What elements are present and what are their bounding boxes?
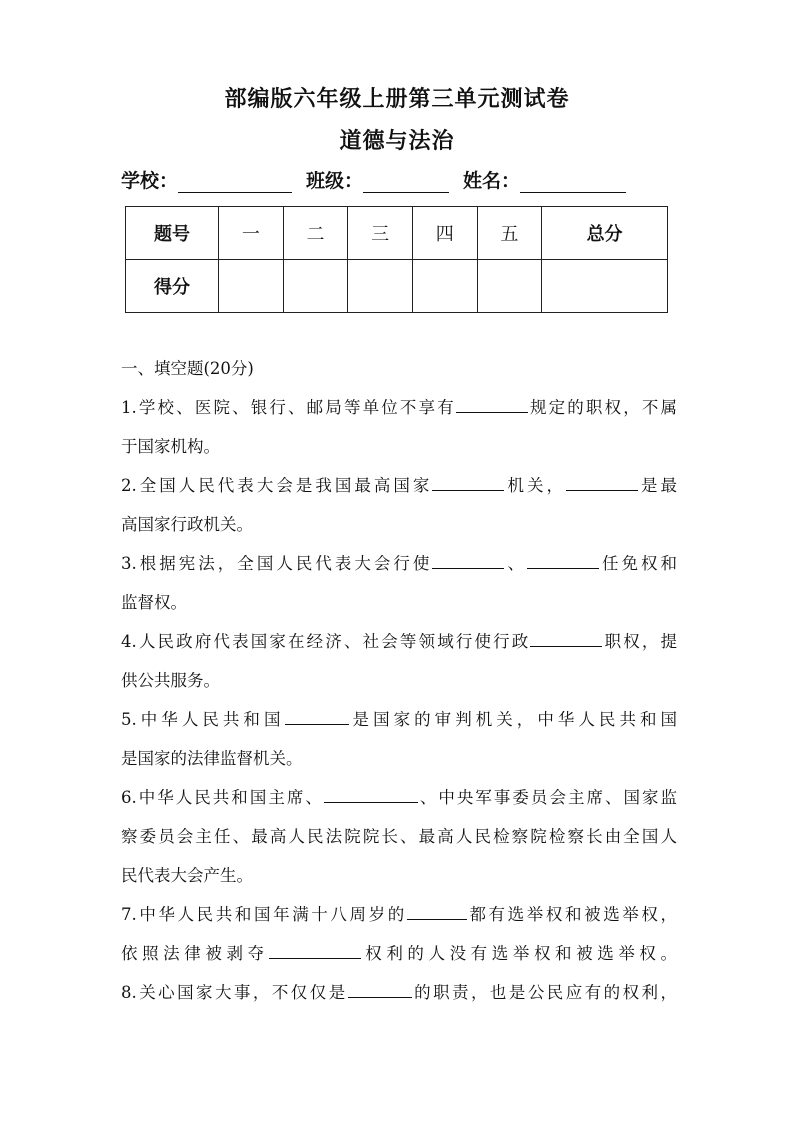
question-6-line-3: 民代表大会产生。 <box>121 866 253 885</box>
question-1-line-1: 1.学校、医院、银行、邮局等单位不享有 规定的职权，不属 <box>121 388 677 427</box>
question-7-line-1: 7.中华人民共和国年满十八周岁的 都有选举权和被选举权， <box>121 895 677 934</box>
question-number-header: 题号 <box>126 207 219 260</box>
answer-blank[interactable] <box>432 550 504 569</box>
answer-blank[interactable] <box>456 394 528 413</box>
question-8-line-1: 8.关心国家大事，不仅仅是 的职责，也是公民应有的权利， <box>121 973 677 1012</box>
question-6-line-1: 6.中华人民共和国主席、 、中央军事委员会主席、国家监 <box>121 778 677 817</box>
exam-subject: 道德与法治 <box>339 128 455 154</box>
question-4-line-1: 4.人民政府代表国家在经济、社会等领域行使行政 职权，提 <box>121 622 677 661</box>
answer-blank[interactable] <box>269 940 361 959</box>
question-3-line-1: 3.根据宪法，全国人民代表大会行使 、 任免权和 <box>121 544 677 583</box>
name-label: 姓名： <box>463 170 521 192</box>
class-label: 班级： <box>306 170 364 192</box>
question-6-line-2: 察委员会主任、最高人民法院院长、最高人民检察院检察长由全国人 <box>121 827 677 846</box>
answer-blank[interactable] <box>530 628 602 647</box>
total-header: 总分 <box>542 207 668 260</box>
student-info-row <box>121 166 640 193</box>
score-cell-4[interactable] <box>412 260 477 313</box>
question-3-line-2: 监督权。 <box>121 593 187 612</box>
question-5-line-2: 是国家的法律监督机关。 <box>121 749 303 768</box>
column-header-2: 二 <box>283 207 348 260</box>
school-blank[interactable] <box>178 172 292 193</box>
score-cell-5[interactable] <box>477 260 542 313</box>
score-cell-total[interactable] <box>542 260 668 313</box>
exam-title: 部编版六年级上册第三单元测试卷 <box>224 86 570 112</box>
section-fill-in-blank <box>121 350 677 1012</box>
answer-blank[interactable] <box>566 472 638 491</box>
answer-blank[interactable] <box>324 784 418 803</box>
question-2-line-1: 2.全国人民代表大会是我国最高国家 机关， 是最 <box>121 466 677 505</box>
score-cell-1[interactable] <box>219 260 284 313</box>
score-cell-3[interactable] <box>348 260 413 313</box>
column-header-1: 一 <box>219 207 284 260</box>
column-header-3: 三 <box>348 207 413 260</box>
name-blank[interactable] <box>520 172 626 193</box>
question-2-line-2: 高国家行政机关。 <box>121 515 253 534</box>
score-table <box>125 206 668 313</box>
question-5-line-1: 5.中华人民共和国 是国家的审判机关，中华人民共和国 <box>121 700 677 739</box>
school-label: 学校： <box>121 170 179 192</box>
question-4-line-2: 供公共服务。 <box>121 671 220 690</box>
section-heading: 一、填空题(20分) <box>121 359 254 378</box>
score-cell-2[interactable] <box>283 260 348 313</box>
score-row-label: 得分 <box>126 260 219 313</box>
answer-blank[interactable] <box>527 550 599 569</box>
question-7-line-2: 依照法律被剥夺 权利的人没有选举权和被选举权。 <box>121 934 677 973</box>
answer-blank[interactable] <box>348 979 412 998</box>
question-1-line-2: 于国家机构。 <box>121 437 220 456</box>
column-header-4: 四 <box>412 207 477 260</box>
answer-blank[interactable] <box>432 472 504 491</box>
column-header-5: 五 <box>477 207 542 260</box>
answer-blank[interactable] <box>407 901 467 920</box>
class-blank[interactable] <box>363 172 449 193</box>
score-table-score-row <box>126 260 668 313</box>
score-table-header-row <box>126 207 668 260</box>
answer-blank[interactable] <box>285 706 349 725</box>
